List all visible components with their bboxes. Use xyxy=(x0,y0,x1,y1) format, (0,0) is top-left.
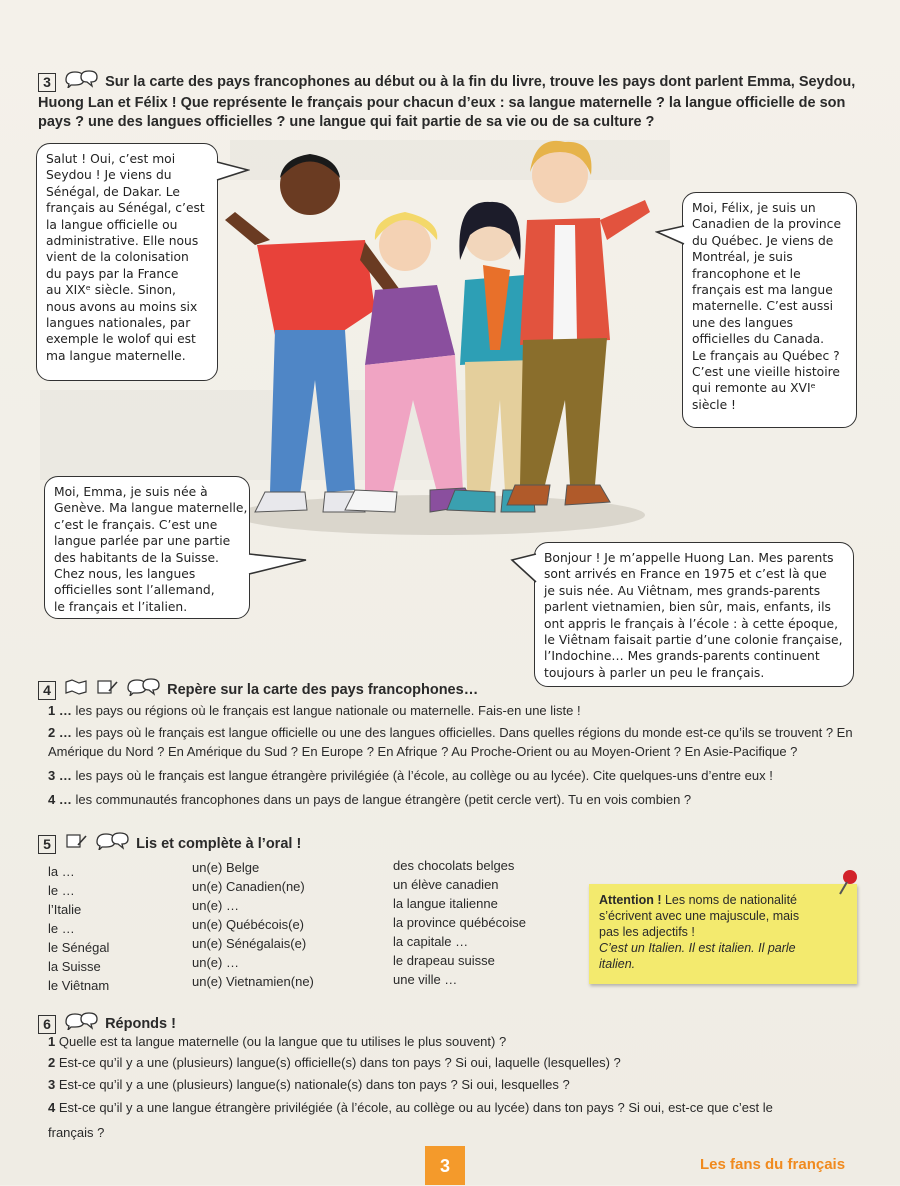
bubble-tail xyxy=(655,224,685,248)
ex6-question-1 xyxy=(48,1033,506,1051)
bubble-line: ont appris le français à l’école : à cette époque, xyxy=(544,616,839,631)
speech-bubbles-icon xyxy=(95,832,129,856)
map-icon xyxy=(64,679,88,701)
item-text: les pays ou régions où le français est langue nationale ou maternelle. Fais-en une liste ! xyxy=(75,703,581,718)
table-cell: un(e) … xyxy=(192,955,239,970)
bubble-line: francophone et le xyxy=(692,266,801,281)
bubble-line: du Québec. Je viens de xyxy=(692,233,834,248)
item-text: Amérique du Nord ? En Amérique du Sud ? En Europe ? En Afrique ? Au Proche-Orient ou au Moyen-Orient ? En Asie-Pacifique ? xyxy=(48,744,798,759)
table-cell: un(e) … xyxy=(192,898,239,913)
ex5-nationality-column xyxy=(192,858,314,991)
table-cell: la Suisse xyxy=(48,959,101,974)
table-cell: la capitale … xyxy=(393,934,469,949)
four-teenagers-illustration xyxy=(215,140,665,550)
ex4-item-1 xyxy=(48,702,581,720)
table-cell: un(e) Sénégalais(e) xyxy=(192,936,307,951)
item-text: les pays où le français est langue officielle ou une des langues officielles. Dans quelles régions du monde est-ce qu’ils se trouvent ? En xyxy=(75,725,853,740)
bubble-line: l’Indochine… Mes grands-parents continuent xyxy=(544,649,820,664)
emma-speech-bubble xyxy=(44,476,250,619)
item-number: 2 xyxy=(48,1055,56,1070)
bubble-line: français est ma langue xyxy=(692,283,833,298)
exercise-title: Réponds ! xyxy=(105,1015,176,1032)
exercise-5-heading xyxy=(38,832,301,856)
note-text: s’écrivent avec une majuscule, mais xyxy=(599,909,800,923)
item-number: 4 xyxy=(48,1100,56,1115)
ex4-item-3 xyxy=(48,767,773,785)
bubble-line: le Viêtnam faisait partie d’une colonie française, xyxy=(544,633,843,648)
item-text: Est-ce qu’il y a une (plusieurs) langue(s) nationale(s) dans ton pays ? Si oui, lesquelles ? xyxy=(58,1077,570,1092)
table-cell: un(e) Québécois(e) xyxy=(192,917,304,932)
ex6-question-2 xyxy=(48,1054,621,1072)
exercise-number: 5 xyxy=(38,835,56,854)
item-text: Est-ce qu’il y a une (plusieurs) langue(s) officielle(s) dans ton pays ? Si oui, laquelle (lesquelles) ? xyxy=(58,1055,621,1070)
attention-note xyxy=(589,884,857,984)
instruction-line: pays ? une des langues officielles ? une langue qui fait partie de sa vie ou de sa culture ? xyxy=(38,114,655,130)
bubble-line: Canadien de la province xyxy=(692,217,842,232)
item-text: français ? xyxy=(48,1125,105,1140)
writing-icon xyxy=(95,679,119,701)
bubble-line: maternelle. C’est aussi xyxy=(692,299,834,314)
seydou-speech-bubble xyxy=(36,143,218,381)
bubble-line: administrative. Elle nous xyxy=(46,234,199,249)
ex4-item-2 xyxy=(48,724,853,742)
pushpin-icon xyxy=(835,868,861,898)
book-title: Les fans du français xyxy=(700,1156,846,1173)
bubble-line: parlent vietnamien, bien sûr, mais, enfants, ils xyxy=(544,600,831,615)
table-cell: la … xyxy=(48,864,75,879)
page-number: 3 xyxy=(425,1146,465,1185)
table-cell: l’Italie xyxy=(48,902,82,917)
bubble-line: des habitants de la Suisse. xyxy=(54,550,219,565)
ex4-item-4 xyxy=(48,791,691,809)
exercise-number: 4 xyxy=(38,681,56,700)
bubble-line: officielles du Canada. xyxy=(692,332,825,347)
felix-speech-bubble xyxy=(682,192,857,428)
bubble-tail xyxy=(248,550,308,580)
ex6-question-4 xyxy=(48,1099,773,1117)
bubble-tail xyxy=(216,160,250,184)
item-number: 1 xyxy=(48,1034,56,1049)
bubble-line: Sénégal, de Dakar. Le xyxy=(46,184,180,199)
bubble-line: c’est le français. C’est une xyxy=(54,517,218,532)
bubble-line: officielles sont l’allemand, xyxy=(54,583,215,598)
table-cell: le drapeau suisse xyxy=(393,953,495,968)
instruction-line: Huong Lan et Félix ! Que représente le français pour chacun d’eux : sa langue maternelle ? la langue officielle de son xyxy=(38,95,846,111)
bubble-line: ma langue maternelle. xyxy=(46,348,186,363)
table-cell: le Viêtnam xyxy=(48,978,110,993)
ex6-question-3 xyxy=(48,1076,570,1094)
item-number: 1 … xyxy=(48,703,72,718)
bubble-line: Moi, Emma, je suis née à xyxy=(54,485,208,499)
bubble-line: Genève. Ma langue maternelle, xyxy=(54,501,248,516)
item-number: 3 xyxy=(48,1077,56,1092)
table-cell: le … xyxy=(48,883,75,898)
exercise-3-instructions xyxy=(38,70,863,132)
bubble-line: toujours à parler un peu le français. xyxy=(544,665,765,680)
table-cell: la langue italienne xyxy=(393,896,498,911)
ex4-item-2-cont xyxy=(48,743,797,761)
bubble-line: Chez nous, les langues xyxy=(54,567,196,582)
speech-bubbles-icon xyxy=(126,678,160,702)
note-text: Les noms de nationalité xyxy=(661,893,797,907)
exercise-number: 6 xyxy=(38,1015,56,1034)
table-cell: un(e) Belge xyxy=(192,860,260,875)
bubble-line: Le français au Québec ? xyxy=(692,348,840,363)
table-cell: le … xyxy=(48,921,75,936)
bubble-line: du pays par la France xyxy=(46,266,179,281)
note-text: pas les adjectifs ! xyxy=(599,925,695,939)
ex5-countries-column xyxy=(48,862,109,995)
table-cell: un(e) Vietnamien(ne) xyxy=(192,974,314,989)
note-heading: Attention ! xyxy=(599,893,662,907)
felix-figure xyxy=(507,141,650,505)
exercise-title: Lis et complète à l’oral ! xyxy=(136,835,302,852)
bubble-line: siècle ! xyxy=(692,397,736,412)
bubble-line: langues nationales, par xyxy=(46,316,191,331)
table-cell: le Sénégal xyxy=(48,940,110,955)
table-cell: un élève canadien xyxy=(393,877,499,892)
bubble-line: une des langues xyxy=(692,315,794,330)
table-cell: des chocolats belges xyxy=(393,858,515,873)
bubble-line: Montréal, je suis xyxy=(692,250,793,265)
writing-icon xyxy=(64,833,88,855)
huong-lan-speech-bubble xyxy=(534,542,854,687)
bubble-line: vient de la colonisation xyxy=(46,250,189,265)
bubble-line: sont arrivés en France en 1975 et c’est là que xyxy=(544,567,827,582)
item-number: 4 … xyxy=(48,792,72,807)
exercise-4-heading xyxy=(38,678,478,702)
bubble-line: C’est une vieille histoire xyxy=(692,365,840,380)
item-text: les pays où le français est langue étrangère privilégiée (à l’école, au collège ou au lycée). Cite quelques-uns d’entre eux ! xyxy=(75,768,773,783)
ex5-adjective-column xyxy=(393,856,526,989)
bubble-tail xyxy=(510,552,538,602)
bubble-line: nous avons au moins six xyxy=(46,299,198,314)
exercise-title: Repère sur la carte des pays francophones… xyxy=(167,681,479,698)
bubble-line: Salut ! Oui, c’est moi xyxy=(46,152,176,166)
bubble-line: Moi, Félix, je suis un xyxy=(692,201,816,215)
note-example: italien. xyxy=(599,957,636,971)
bubble-line: Seydou ! Je viens du xyxy=(46,168,172,183)
table-cell: un(e) Canadien(ne) xyxy=(192,879,305,894)
item-text: Quelle est ta langue maternelle (ou la langue que tu utilises le plus souvent) ? xyxy=(58,1034,507,1049)
item-text: Est-ce qu’il y a une langue étrangère privilégiée (à l’école, au collège ou au lycée) dans ton pays ? Si oui, est-ce que c’est le xyxy=(58,1100,773,1115)
table-cell: une ville … xyxy=(393,972,458,987)
bubble-line: au XIXᵉ siècle. Sinon, xyxy=(46,283,176,298)
bubble-line: Bonjour ! Je m’appelle Huong Lan. Mes parents xyxy=(544,551,834,565)
table-cell: la province québécoise xyxy=(393,915,526,930)
bubble-line: français au Sénégal, c’est xyxy=(46,201,205,216)
ex6-question-4-cont xyxy=(48,1124,104,1142)
exercise-number: 3 xyxy=(38,73,56,92)
bubble-line: qui remonte au XVIᵉ xyxy=(692,381,816,396)
bubble-line: exemple le wolof qui est xyxy=(46,332,196,347)
item-text: les communautés francophones dans un pays de langue étrangère (petit cercle vert). Tu en vois combien ? xyxy=(75,792,692,807)
bubble-line: langue parlée par une partie xyxy=(54,534,231,549)
item-number: 2 … xyxy=(48,725,72,740)
bubble-line: le français et l’italien. xyxy=(54,599,188,614)
speech-bubbles-icon xyxy=(64,70,98,94)
instruction-line: Sur la carte des pays francophones au début ou à la fin du livre, trouve les pays dont parlent Emma, Seydou, xyxy=(105,73,856,90)
bubble-line: je suis née. Au Viêtnam, mes grands-parents xyxy=(544,583,821,598)
bubble-line: la langue officielle ou xyxy=(46,217,178,232)
item-number: 3 … xyxy=(48,768,72,783)
note-example: C’est un Italien. Il est italien. Il parle xyxy=(599,941,796,955)
